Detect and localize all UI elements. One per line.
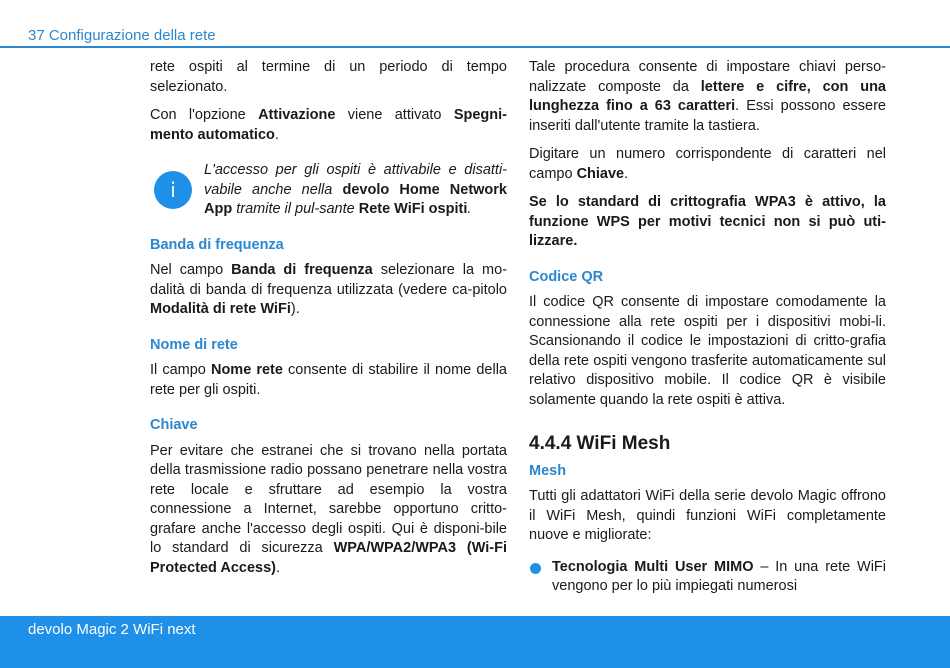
heading-codice-qr: Codice QR bbox=[529, 268, 604, 285]
paragraph-attivazione: Con l'opzione Attivazione viene attivato Spegni-mento automatico. bbox=[150, 107, 507, 143]
bullet-dot-icon bbox=[530, 563, 541, 574]
section-heading-wifi-mesh: 4.4.4 WiFi Mesh bbox=[529, 433, 671, 454]
heading-mesh: Mesh bbox=[529, 462, 567, 479]
header-rule bbox=[0, 46, 950, 48]
info-note-text: L'accesso per gli ospiti è attivabile e disatti-vabile anche nella devolo Home Network App tramite il pul-sante Rete WiFi ospiti. bbox=[204, 162, 508, 217]
heading-banda: Banda di frequenza bbox=[150, 236, 284, 253]
footer-product-name: devolo Magic 2 WiFi next bbox=[28, 621, 196, 638]
left-column bbox=[150, 58, 507, 587]
page-footer bbox=[0, 616, 950, 668]
paragraph-wpa3-warning: Se lo standard di crittografia WPA3 è attivo, la funzione WPS per motivi tecnici non si può uti-lizzare. bbox=[529, 194, 886, 249]
page-header bbox=[0, 0, 950, 48]
paragraph-chiave: Per evitare che estranei che si trovano nella portata della trasmissione radio possano penetrare nella vostra rete locale e sfruttare ad esempio la vostra connessione a Internet, sarebbe opportuno critto-grafare anche l'accesso degli ospiti. Qui è disponi-bile lo standard di sicurezza WPA/WPA2/WPA3 (Wi-Fi Protected Access). bbox=[150, 442, 508, 576]
heading-chiave: Chiave bbox=[150, 417, 198, 433]
paragraph-nome-rete: Il campo Nome rete consente di stabilire il nome della rete per gli ospiti. bbox=[150, 362, 507, 398]
paragraph-intro: rete ospiti al termine di un periodo di tempo selezionato. bbox=[150, 59, 507, 95]
page-title: 37 Configurazione della rete bbox=[28, 27, 216, 44]
paragraph-banda: Nel campo Banda di frequenza selezionare la mo-dalità di banda di frequenza utilizzata (vedere ca-pitolo Modalità di rete WiFi). bbox=[150, 262, 507, 317]
heading-nome-rete: Nome di rete bbox=[150, 336, 238, 353]
info-note bbox=[150, 161, 507, 220]
paragraph-codice-qr: Il codice QR consente di impostare comodamente la connessione alla rete ospiti per i dispositivi mobi-li. Scansionando il codice le impostazioni di critto-grafia della rete ospiti vengono trasferite automaticamente sul relativo dispositivo mobile. Il codice QR è visibile solamente quando la rete ospiti è attiva. bbox=[529, 294, 886, 408]
list-item: Tecnologia Multi User MIMO – In una rete WiFi vengono per lo più impiegati numerosi bbox=[529, 558, 886, 597]
info-icon: i bbox=[154, 171, 192, 209]
paragraph-chiavi: Tale procedura consente di impostare chiavi perso-nalizzate composte da lettere e cifre, con una lunghezza fino a 63 caratteri. Essi possono essere inseriti dall'utente tramite la tastiera. bbox=[529, 59, 886, 134]
paragraph-digitare: Digitare un numero corrispondente di caratteri nel campo Chiave. bbox=[529, 146, 886, 182]
paragraph-mesh: Tutti gli adattatori WiFi della serie devolo Magic offrono il WiFi Mesh, quindi funzioni WiFi completamente nuove e migliorate: bbox=[529, 488, 886, 543]
right-column bbox=[529, 58, 886, 597]
